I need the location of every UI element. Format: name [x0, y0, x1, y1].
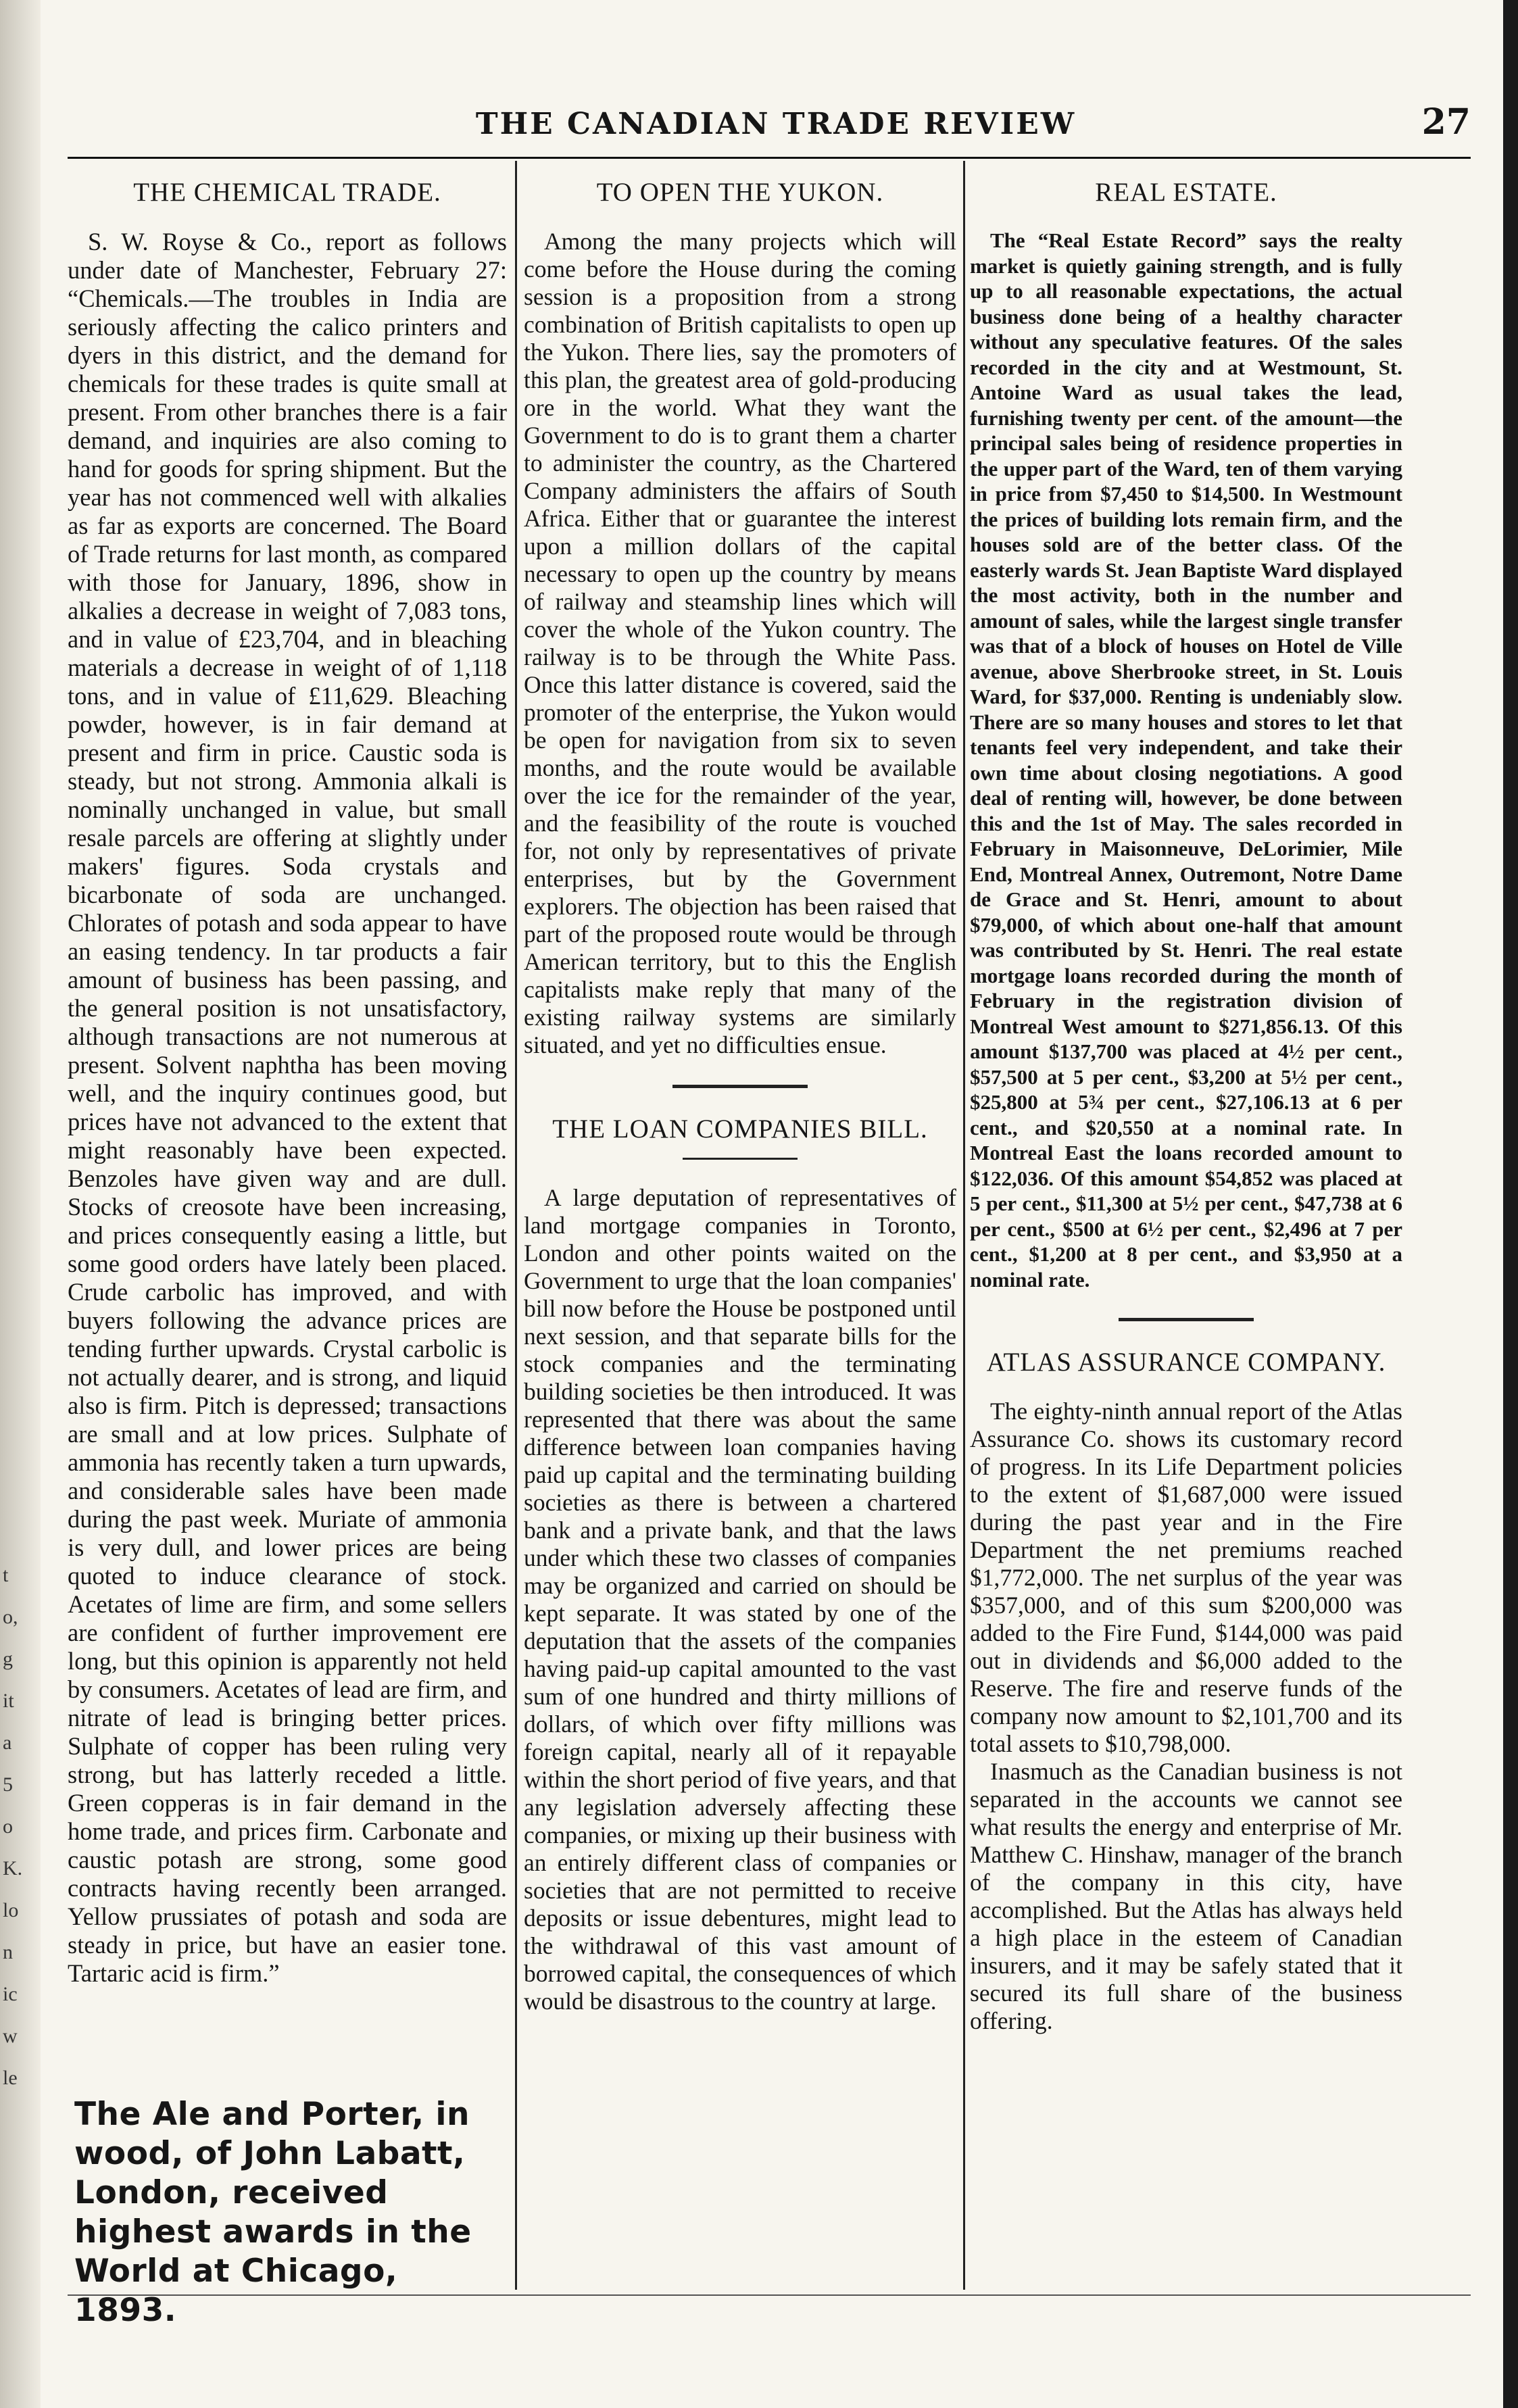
- margin-fragment: le: [3, 2067, 18, 2089]
- article-body-yukon: Among the many projects which will come before the House during the coming session is a proposition from a strong combination of British capitalists to open up the Yukon. There lies, say the promoters of this plan, the greatest area of gold-producing ore in the world. What they want the Government to do is to grant them a charter to administer the country, as the Chartered Company administers the affairs of South Africa. Either that or guarantee the interest upon a million dollars of the capital necessary to open up the country by means of railway and steamship lines which will cover the whole of the Yukon country. The railway is to be through the White Pass. Once this latter distance is covered, said the promoter of the enterprise, the Yukon would be open for navigation from six to seven months, and the route would be available over the ice for the remainder of the year, and the feasibility of the route is vouched for, not only by representatives of private enterprises, but by the Government explorers. The objection has been raised that part of the proposed route would be through American territory, but to this the English capitalists make reply that many of the existing railway systems are similarly situated, and yet no difficulties ensue.: [524, 228, 956, 1058]
- margin-fragment: it: [3, 1690, 14, 1712]
- article-headline-loan-companies: THE LOAN COMPANIES BILL.: [552, 1114, 928, 1144]
- margin-fragment: g: [3, 1648, 13, 1670]
- article-headline-chemical-trade: THE CHEMICAL TRADE.: [133, 178, 441, 207]
- margin-fragment: w: [3, 2025, 18, 2047]
- page-edge-right: [1503, 0, 1518, 2408]
- margin-fragment: o: [3, 1815, 13, 1838]
- margin-fragment: K.: [3, 1857, 23, 1879]
- headline-rule: [683, 1158, 798, 1160]
- publication-title: THE CANADIAN TRADE REVIEW: [475, 107, 1077, 141]
- margin-fragment: a: [3, 1731, 12, 1754]
- section-rule: [1119, 1318, 1254, 1321]
- margin-fragment: ic: [3, 1983, 18, 2005]
- margin-fragments: [3, 1554, 30, 2099]
- article-headline-real-estate: REAL ESTATE.: [1095, 178, 1277, 207]
- article-body-chemical-trade: S. W. Royse & Co., report as follows under date of Manchester, February 27: “Chemicals.—The troubles in India are seriously affecting the calico printers and dyers in this district, and the demand for chemicals for these trades is quite small at present. From other branches there is a fair demand, and inquiries are also coming to hand for goods for spring shipment. But the year has not commenced well with alkalies as far as exports are concerned. The Board of Trade returns for last month, as compared with those for January, 1896, show in alkalies a decrease in weight of 7,083 tons, and in value of £23,704, and in bleaching materials a decrease in weight of of 1,118 tons, and in value of £11,629. Bleaching powder, however, is in fair demand at present and firm in price. Caustic soda is steady, but not strong. Ammonia alkali is nominally unchanged in value, but small resale parcels are offering at slightly under makers' figures. Soda crystals and bicarbonate of soda are unchanged. Chlorates of potash and soda appear to have an easing tendency. In tar products a fair amount of business has been passing, and the general position is not unsatisfactory, although transactions are not numerous at present. Solvent naphtha has been moving well, and the inquiry continues good, but prices have not advanced to the extent that might reasonably have been expected. Benzoles have given way and are dull. Stocks of creosote have been increasing, and prices consequently easing a little, but some good orders have lately been placed. Crude carbolic has improved, and with buyers following the advance prices are tending further upwards. Crystal carbolic is not actually dearer, and is strong, and liquid also is firm. Pitch is depressed; transactions are small and at low prices. Sulphate of ammonia has recently taken a turn upwards, and considerable sales have been made during the past week. Muriate of ammonia is very dull, and lower prices are being quoted to induce clearance of stock. Acetates of lime are firm, and some sellers are confident of further improvement ere long, but this opinion is apparently not held by consumers. Acetates of lead are firm, and nitrate of lead is bringing better prices. Sulphate of copper has been ruling very strong, but has latterly receded a little. Green copperas is in fair demand in the home trade, and prices firm. Carbonate and caustic potash are strong, some good contracts having recently been arranged. Yellow prussiates of potash and soda are steady in price, but have an easier tone. Tartaric acid is firm.”: [68, 228, 507, 1987]
- margin-fragment: t: [3, 1564, 9, 1586]
- article-headline-yukon: TO OPEN THE YUKON.: [596, 178, 884, 207]
- column-right: [970, 169, 1402, 2311]
- article-body-atlas: The eighty-ninth annual report of the Atlas Assurance Co. shows its customary record of progress. In its Life Department policies to the extent of $1,687,000 were issued during the past year and in the Fire Department the net premiums reached $1,772,000. The net surplus of the year was $357,000, and of this sum $200,000 was added to the Fire Fund, $144,000 was paid out in dividends and $6,000 added to the Reserve. The fire and reserve funds of the company now amount to $2,101,700 and its total assets to $10,798,000.: [970, 1398, 1402, 1757]
- article-body-atlas-continued: Inasmuch as the Canadian business is not separated in the accounts we cannot see what results the energy and enterprise of Mr. Matthew C. Hinshaw, manager of the branch of the company in this city, have accomplished. But the Atlas has always held a high place in the esteem of Canadian insurers, and it may be safely stated that it secured its full share of the business offering.: [970, 1758, 1402, 2034]
- article-headline-atlas: ATLAS ASSURANCE COMPANY.: [986, 1348, 1386, 1377]
- column-left: [68, 169, 507, 2352]
- margin-fragment: n: [3, 1941, 13, 1963]
- margin-fragment: 5: [3, 1773, 13, 1796]
- bottom-rule: [68, 2294, 1471, 2296]
- masthead-rule: [68, 157, 1471, 159]
- page-number: 27: [1421, 101, 1471, 143]
- article-body-loan-companies: A large deputation of representatives of land mortgage companies in Toronto, London and other points waited on the Government to urge that the loan companies' bill now before the House be postponed until next session, and that separate bills for the stock companies and the terminating building societies be then introduced. It was represented that there was about the same difference between loan companies having paid up capital and the terminating building societies as there is between a chartered bank and a private bank, and that the laws under which these two classes of companies may be organized and carried on should be kept separate. It was stated by one of the deputation that the assets of the companies having paid-up capital amounted to the vast sum of one hundred and thirty millions of dollars, of which over fifty millions was foreign capital, nearly all of it repayable within the short period of five years, and that any legislation adversely affecting these companies, or mixing up their business with an entirely different class of companies or societies that are not permitted to receive deposits or issue debentures, might lead to the withdrawal of this vast amount of borrowed capital, the consequences of which would be disastrous to the country at large.: [524, 1184, 956, 2015]
- margin-fragment: lo: [3, 1899, 19, 1921]
- column-divider: [963, 161, 965, 2290]
- masthead: [81, 101, 1471, 162]
- section-rule: [672, 1085, 808, 1088]
- article-body-real-estate: The “Real Estate Record” says the realty market is quietly gaining strength, and is fully up to all reasonable expectations, the actual business done being of a healthy character without any speculative features. Of the sales recorded in the city and at Westmount, St. Antoine Ward as usual takes the lead, furnishing twenty per cent. of the amount—the principal sales being of residence properties in the upper part of the Ward, ten of them varying in price from $7,450 to $14,500. In Westmount the prices of building lots remain firm, and the houses sold are of the better class. Of the easterly wards St. Jean Baptiste Ward displayed the most activity, both in the number and amount of sales, while the largest single transfer was that of a block of houses on Hotel de Ville avenue, above Sherbrooke street, in St. Louis Ward, for $37,000. Renting is undeniably slow. There are so many houses and stores to let that tenants feel very independent, and take their own time about closing negotiations. A good deal of renting will, however, be done between this and the 1st of May. The sales recorded in February in Maisonneuve, DeLorimier, Mile End, Montreal Annex, Outremont, Notre Dame de Grace and St. Henri, amount to about $79,000, of which about one-half that amount was contributed by St. Henri. The real estate mortgage loans recorded during the month of February in the registration division of Montreal West amount to $271,856.13. Of this amount $137,700 was placed at 4½ per cent., $57,500 at 5 per cent., $3,200 at 5½ per cent., $25,800 at 5¾ per cent., $27,106.13 at 6 per cent., and $20,550 at a nominal rate. In Montreal East the loans recorded amount to $122,036. Of this amount $54,852 was placed at 5 per cent., $11,300 at 5½ per cent., $47,738 at 6 per cent., $500 at 6½ per cent., $2,496 at 7 per cent., $1,200 at 8 per cent., and $3,950 at a nominal rate.: [970, 228, 1402, 1292]
- labatt-advertisement: The Ale and Porter, in wood, of John Labatt, London, received highest awards in the World at Chicago, 1893.: [74, 2096, 472, 2329]
- column-divider: [515, 161, 517, 2290]
- column-middle: [524, 169, 956, 2311]
- margin-fragment: o,: [3, 1606, 18, 1628]
